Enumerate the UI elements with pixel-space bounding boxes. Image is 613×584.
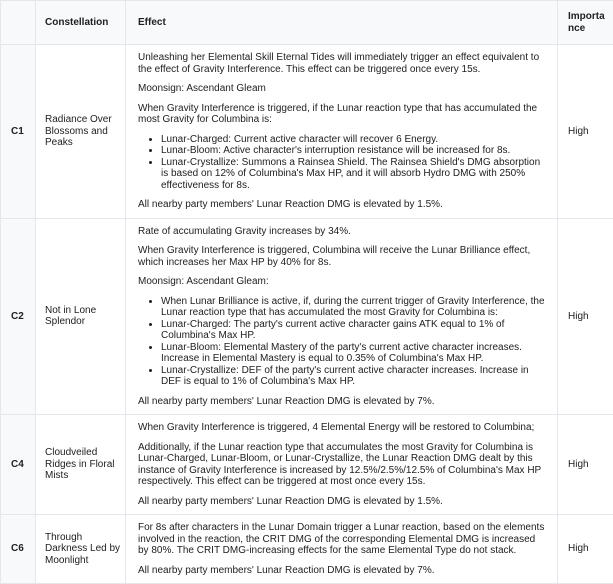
header-constellation: Constellation (36, 1, 126, 45)
table-row-c1 (1, 45, 613, 219)
effect-paragraph: All nearby party members' Lunar Reaction DMG is elevated by 1.5%. (138, 496, 547, 508)
importance-value: High (558, 415, 613, 515)
header-blank (1, 1, 36, 45)
effect-list-item: • When Lunar Brilliance is active, if, during the current trigger of Gravity Interference, the Lunar reaction type that has accumulated the most Gravity for Columbina is: (161, 296, 547, 319)
importance-value: High (558, 515, 613, 584)
effect-paragraph: All nearby party members' Lunar Reaction DMG is elevated by 7%. (138, 565, 547, 577)
header-row (1, 1, 613, 45)
effect-paragraph: Additionally, if the Lunar reaction type that accumulates the most Gravity for Columbina is Lunar-Charged, Lunar-Bloom, or Lunar-Crystallize, the Lunar Reaction DMG dealt by this instance of Gravity Interference is increased by 12.5%/2.5%/12.5% of Columbina's Max HP respectively. This effect can be triggered at most once every 15s. (138, 442, 547, 488)
effect-list-item: • Lunar-Crystallize: DEF of the party's current active character increases. Increase in DEF is equal to 1% of Columbina's Max HP. (161, 365, 547, 388)
effect-paragraph: When Gravity Interference is triggered, 4 Elemental Energy will be restored to Columbina; (138, 422, 547, 434)
constellation-name: Through Darkness Led by Moonlight (36, 515, 126, 584)
table-row-c6 (1, 515, 613, 584)
effect-paragraph: For 8s after characters in the Lunar Domain trigger a Lunar reaction, based on the elements involved in the reaction, the CRIT DMG of the corresponding Elemental DMG is increased by 80%. The CRIT DMG-increasing effects for the same Elemental Type do not stack. (138, 522, 547, 557)
constellation-name: Cloudveiled Ridges in Floral Mists (36, 415, 126, 515)
effect-list-item: • Lunar-Charged: The party's current active character gains ATK equal to 1% of Columbina's Max HP. (161, 319, 547, 342)
effect-cell (126, 45, 558, 219)
importance-value: High (558, 218, 613, 415)
effect-cell (126, 218, 558, 415)
effect-list-item: • Lunar-Charged: Current active character will recover 6 Energy. (161, 134, 547, 146)
effect-paragraph: When Gravity Interference is triggered, Columbina will receive the Lunar Brilliance effect, which increases her Max HP by 40% for 8s. (138, 245, 547, 268)
effect-paragraph: Moonsign: Ascendant Gleam: (138, 276, 547, 288)
effect-paragraph: Moonsign: Ascendant Gleam (138, 83, 547, 95)
row-key: C6 (1, 515, 36, 584)
constellation-name: Not in Lone Splendor (36, 218, 126, 415)
effect-list-item: • Lunar-Crystallize: Summons a Rainsea Shield. The Rainsea Shield's DMG absorption is based on 12% of Columbina's Max HP, and it will absorb Hydro DMG with 250% effectiveness for 8s. (161, 157, 547, 192)
row-key: C2 (1, 218, 36, 415)
effect-list-item: • Lunar-Bloom: Elemental Mastery of the party's current active character increases. Increase in Elemental Mastery is equal to 0.35% of Columbina's Max HP. (161, 342, 547, 365)
effect-cell (126, 515, 558, 584)
row-key: C4 (1, 415, 36, 515)
effect-list (138, 134, 547, 192)
constellation-name: Radiance Over Blossoms and Peaks (36, 45, 126, 219)
effect-paragraph: All nearby party members' Lunar Reaction DMG is elevated by 1.5%. (138, 199, 547, 211)
importance-value: High (558, 45, 613, 219)
effect-list (138, 296, 547, 388)
table-header (1, 1, 613, 45)
effect-paragraph: Rate of accumulating Gravity increases by 34%. (138, 226, 547, 238)
table-row-c2 (1, 218, 613, 415)
effect-paragraph: All nearby party members' Lunar Reaction DMG is elevated by 7%. (138, 396, 547, 408)
header-effect: Effect (126, 1, 558, 45)
row-key: C1 (1, 45, 36, 219)
effect-list-item: • Lunar-Bloom: Active character's interruption resistance will be increased for 8s. (161, 145, 547, 157)
header-importance: Importance (558, 1, 613, 45)
table-body (1, 45, 613, 584)
effect-paragraph: When Gravity Interference is triggered, if the Lunar reaction type that has accumulated the most Gravity for Columbina is: (138, 103, 547, 126)
effect-paragraph: Unleashing her Elemental Skill Eternal Tides will immediately trigger an effect equivalent to the effect of Gravity Interference. This effect can be triggered once every 15s. (138, 52, 547, 75)
